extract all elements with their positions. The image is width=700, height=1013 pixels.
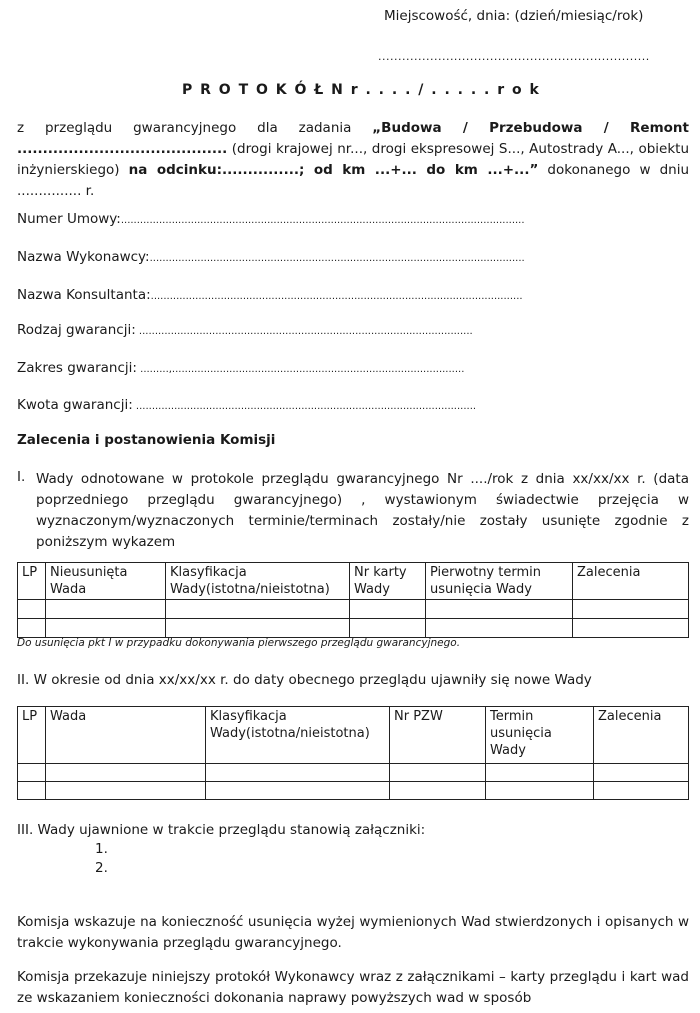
field-label: Rodzaj gwarancji: (17, 322, 136, 338)
item2 (17, 672, 592, 688)
header-cell: Termin usunięcia Wady (486, 707, 594, 764)
header-cell: LP (18, 563, 46, 600)
table-row (18, 782, 689, 800)
table-unremoved-defects (17, 562, 689, 638)
table-cell[interactable] (46, 600, 166, 619)
field-label: Zakres gwarancji: (17, 360, 137, 376)
field-nazwa-konsultanta (17, 287, 523, 303)
header-cell: Pierwotny termin usunięcia Wady (426, 563, 573, 600)
item2-text: W okresie od dnia xx/xx/xx r. do daty obecnego przeglądu ujawniły się nowe Wady (33, 672, 592, 688)
header-cell: Klasyfikacja Wady(istotna/nieistotna) (166, 563, 350, 600)
intro-paragraph (17, 118, 689, 202)
header-cell: Klasyfikacja Wady(istotna/nieistotna) (206, 707, 390, 764)
table-cell[interactable] (426, 619, 573, 638)
intro-text-1: z przeglądu gwarancyjnego dla zadania (17, 120, 373, 136)
table-header-row (18, 563, 689, 600)
table-cell[interactable] (18, 600, 46, 619)
field-dots: ............................................................................................................................... (120, 215, 525, 226)
header-cell: Nr PZW (390, 707, 486, 764)
item3-number: III. (17, 822, 34, 838)
header-cell: Zalecenia (594, 707, 689, 764)
field-dots: ...................................................................................................................... (149, 253, 525, 264)
table-cell[interactable] (18, 619, 46, 638)
table-cell[interactable] (350, 619, 426, 638)
intro-bold-2: na odcinku:...............; od km ...+... do km ...+...” (128, 162, 539, 178)
table-cell[interactable] (18, 764, 46, 782)
table-header-row (18, 707, 689, 764)
table-cell[interactable] (573, 619, 689, 638)
table-cell[interactable] (390, 782, 486, 800)
field-label: Numer Umowy: (17, 211, 121, 227)
table-cell[interactable] (166, 600, 350, 619)
field-label: Nazwa Konsultanta: (17, 287, 151, 303)
table-new-defects (17, 706, 689, 800)
table-cell[interactable] (594, 764, 689, 782)
field-dots: .........,............................................................................................ (136, 364, 465, 375)
table-cell[interactable] (350, 600, 426, 619)
document-title: P R O T O K Ó Ł N r . . . . / . . . . . r o k (182, 82, 541, 98)
table-cell[interactable] (573, 600, 689, 619)
header-cell: Wada (46, 707, 206, 764)
field-dots: ......................................................................................................... (135, 326, 473, 337)
table-cell[interactable] (46, 764, 206, 782)
table-cell[interactable] (486, 764, 594, 782)
field-label: Kwota gwarancji: (17, 397, 133, 413)
table-cell[interactable] (594, 782, 689, 800)
intro-bold-1: „Budowa / Przebudowa / Remont ......................................... (17, 120, 689, 157)
table-cell[interactable] (46, 619, 166, 638)
field-label: Nazwa Wykonawcy: (17, 249, 150, 265)
paragraph-defect-removal: Komisja wskazuje na konieczność usunięcia wyżej wymienionych Wad stwierdzonych i opisanych w trakcie wykonywania przeglądu gwarancyjnego. (17, 914, 689, 951)
table-cell[interactable] (206, 782, 390, 800)
table-row (18, 764, 689, 782)
intro-text-3: dokonanego w dniu ............... r. (17, 162, 690, 199)
item1-number: I. (17, 469, 26, 485)
header-cell: Zalecenia (573, 563, 689, 600)
field-dots: ........................................................................................................... (132, 401, 477, 412)
table-cell[interactable] (46, 782, 206, 800)
item3-text: Wady ujawnione w trakcie przeglądu stanowią załączniki: (37, 822, 426, 838)
section-heading: Zalecenia i postanowienia Komisji (17, 432, 276, 448)
intro-text-2: (drogi krajowej nr..., drogi ekspresowej S..., Autostrady A..., obiektu inżynierskiego) (17, 141, 689, 178)
table-cell[interactable] (166, 619, 350, 638)
table-row (18, 619, 689, 638)
header-cell: Nr karty Wady (350, 563, 426, 600)
header-cell: Nieusunięta Wada (46, 563, 166, 600)
table-row (18, 600, 689, 619)
table-cell[interactable] (390, 764, 486, 782)
table-cell[interactable] (486, 782, 594, 800)
place-date-label: Miejscowość, dnia: (dzień/miesiąc/rok) (384, 8, 644, 24)
table-cell[interactable] (426, 600, 573, 619)
field-zakres-gwarancji (17, 360, 464, 376)
item3 (17, 822, 425, 838)
attachment-item-2: 2. (95, 860, 108, 876)
table1-footnote: Do usunięcia pkt I w przypadku dokonywania pierwszego przeglądu gwarancyjnego. (17, 637, 461, 649)
header-cell: LP (18, 707, 46, 764)
table-cell[interactable] (18, 782, 46, 800)
paragraph-handover: Komisja przekazuje niniejszy protokół Wykonawcy wraz z załącznikami – karty przeglądu i kart wad ze wskazaniem konieczności dokonania naprawy powyższych wad w sposób (17, 969, 689, 1006)
date-dots: .................................................................... (378, 50, 650, 63)
field-dots: ..................................................................................................................... (150, 291, 523, 302)
field-rodzaj-gwarancji (17, 322, 473, 338)
field-numer-umowy (17, 211, 525, 227)
item2-number: II. (17, 672, 30, 688)
field-nazwa-wykonawcy (17, 249, 525, 265)
field-kwota-gwarancji (17, 397, 476, 413)
item1-text: Wady odnotowane w protokole przeglądu gwarancyjnego Nr ..../rok z dnia xx/xx/xx r. (data poprzedniego przeglądu gwarancyjnego) , wystawionym świadectwie przejęcia w wyznaczonym/wyznaczonych terminie/terminach zostały/nie zostały usunięte zgodnie z poniższym wykazem (36, 471, 689, 550)
attachment-item-1: 1. (95, 841, 108, 857)
table-cell[interactable] (206, 764, 390, 782)
